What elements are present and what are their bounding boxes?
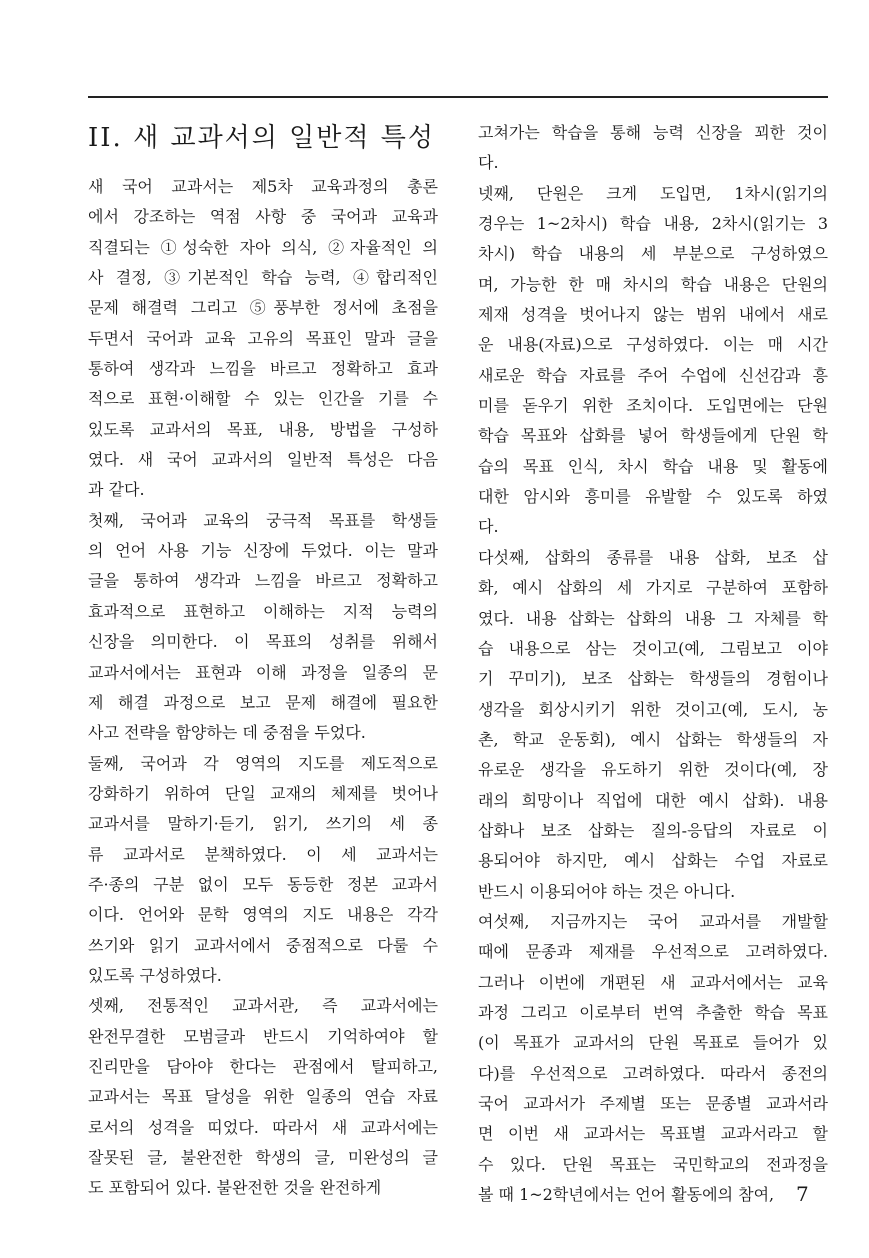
- right-column: [478, 118, 828, 1210]
- text-line: 제 해결 과정으로 보고 문제 해결에 필요한: [88, 692, 438, 712]
- text-line: 볼 때 1~2학년에서는 언어 활동에의 참여,: [478, 1185, 775, 1205]
- paragraph: [478, 118, 828, 179]
- text-line: 용되어야 하지만, 예시 삽화는 수업 자료로: [478, 851, 828, 871]
- text-line: 고쳐가는 학습을 통해 능력 신장을 꾀한 것이: [478, 123, 828, 142]
- text-line: 있도록 교과서의 목표, 내용, 방법을 구성하: [88, 419, 438, 439]
- text-line: 다.: [478, 153, 499, 173]
- text-line: 도 포함되어 있다. 불완전한 것을 완전하게: [88, 1178, 382, 1198]
- text-line: (이 목표가 교과서의 단원 목표로 들어가 있: [478, 1033, 828, 1053]
- text-line: 문제 해결력 그리고 ⑤풍부한 정서에 초점을: [88, 298, 438, 318]
- text-line: 대한 암시와 흥미를 유발할 수 있도록 하였: [478, 487, 828, 507]
- text-line: 였다. 새 국어 교과서의 일반적 특성은 다음: [88, 450, 438, 470]
- text-line: 류 교과서로 분책하였다. 이 세 교과서는: [88, 844, 438, 864]
- text-line: 잘못된 글, 불완전한 학생의 글, 미완성의 글: [88, 1148, 438, 1167]
- text-line: 교과서는 목표 달성을 위한 일종의 연습 자료: [88, 1087, 438, 1107]
- text-line: 제재 성격을 벗어나지 않는 범위 내에서 새로: [478, 305, 828, 325]
- text-line: 삽화나 보조 삽화는 질의-응답의 자료로 이: [478, 820, 828, 840]
- text-line: 며, 가능한 한 매 차시의 학습 내용은 단원의: [478, 274, 828, 294]
- text-line: 두면서 국어과 교육 고유의 목표인 말과 글을: [88, 328, 438, 348]
- text-line: 촌, 학교 운동회), 예시 삽화는 학생들의 자: [478, 729, 828, 749]
- text-line: 국어 교과서가 주제별 또는 문종별 교과서라: [478, 1094, 828, 1113]
- paragraph: [478, 543, 828, 907]
- top-rule: [88, 96, 828, 98]
- text-line: 셋째, 전통적인 교과서관, 즉 교과서에는: [88, 996, 438, 1016]
- text-line: 생각을 회상시키기 위한 것이고(예, 도시, 농: [478, 699, 828, 719]
- text-line: 이다. 언어와 문학 영역의 지도 내용은 각각: [88, 905, 438, 925]
- text-line: 미를 돋우기 위한 조치이다. 도입면에는 단원: [478, 396, 828, 416]
- left-column-body: [88, 172, 438, 1204]
- text-line: 과정 그리고 이로부터 번역 추출한 학습 목표: [478, 1002, 828, 1022]
- text-line: 완전무결한 모범글과 반드시 기억하여야 할: [88, 1026, 438, 1046]
- text-line: 에서 강조하는 역점 사항 중 국어과 교육과: [88, 207, 438, 227]
- text-line: 넷째, 단원은 크게 도입면, 1차시(읽기의: [478, 183, 828, 203]
- text-line: 사 결정, ③기본적인 학습 능력, ④합리적인: [88, 268, 438, 288]
- text-line: 다.: [478, 517, 499, 537]
- text-line: 차시) 학습 내용의 세 부분으로 구성하였으: [478, 244, 828, 264]
- text-line: 수 있다. 단원 목표는 국민학교의 전과정을: [478, 1154, 828, 1174]
- text-line: 사고 전략을 함양하는 데 중점을 두었다.: [88, 723, 366, 743]
- left-column: [88, 118, 438, 1204]
- text-line: 직결되는 ①성숙한 자아 의식, ②자율적인 의: [88, 237, 438, 257]
- text-line: 운 내용(자료)으로 구성하였다. 이는 매 시간: [478, 335, 828, 355]
- text-line: 신장을 의미한다. 이 목표의 성취를 위해서: [88, 632, 438, 652]
- text-line: 글을 통하여 생각과 느낌을 바르고 정확하고: [88, 571, 438, 591]
- text-line: 강화하기 위하여 단일 교재의 체제를 벗어나: [88, 783, 438, 803]
- text-line: 교과서를 말하기·듣기, 읽기, 쓰기의 세 종: [88, 814, 438, 834]
- text-line: 과 같다.: [88, 480, 145, 500]
- paragraph: [88, 991, 438, 1203]
- text-line: 여섯째, 지금까지는 국어 교과서를 개발할: [478, 911, 828, 931]
- text-line: 경우는 1~2차시) 학습 내용, 2차시(읽기는 3: [478, 214, 828, 234]
- text-line: 교과서에서는 표현과 이해 과정을 일종의 문: [88, 662, 438, 682]
- text-line: 새로운 학습 자료를 주어 수업에 신선감과 흥: [478, 365, 828, 385]
- paragraph: [88, 749, 438, 992]
- text-line: 래의 희망이나 직업에 대한 예시 삽화). 내용: [478, 790, 828, 810]
- paragraph: [88, 506, 438, 749]
- text-line: 면 이번 새 교과서는 목표별 교과서라고 할: [478, 1124, 828, 1144]
- text-line: 있도록 구성하였다.: [88, 965, 222, 985]
- text-line: 다)를 우선적으로 고려하였다. 따라서 종전의: [478, 1063, 828, 1083]
- text-line: 둘째, 국어과 각 영역의 지도를 제도적으로: [88, 753, 438, 773]
- text-line: 화, 예시 삽화의 세 가지로 구분하여 포함하: [478, 578, 828, 598]
- text-line: 기 꾸미기), 보조 삽화는 학생들의 경험이나: [478, 669, 828, 689]
- text-line: 로서의 성격을 띠었다. 따라서 새 교과서에는: [88, 1117, 438, 1137]
- paragraph: [478, 179, 828, 543]
- text-line: 였다. 내용 삽화는 삽화의 내용 그 자체를 학: [478, 608, 828, 628]
- text-line: 그러나 이번에 개편된 새 교과서에서는 교육: [478, 972, 828, 992]
- text-line: 적으로 표현·이해할 수 있는 인간을 기를 수: [88, 389, 438, 409]
- text-line: 새 국어 교과서는 제5차 교육과정의 총론: [88, 177, 438, 196]
- text-line: 통하여 생각과 느낌을 바르고 정확하고 효과: [88, 359, 438, 379]
- text-line: 때에 문종과 제재를 우선적으로 고려하였다.: [478, 942, 828, 962]
- section-heading: II. 새 교과서의 일반적 특성: [88, 123, 436, 153]
- text-line: 주·종의 구분 없이 모두 동등한 정본 교과서: [88, 874, 438, 894]
- text-line: 반드시 이용되어야 하는 것은 아니다.: [478, 881, 736, 901]
- text-line: 쓰기와 읽기 교과서에서 중점적으로 다룰 수: [88, 935, 438, 955]
- paragraph: [88, 172, 438, 506]
- text-line: 습의 목표 인식, 차시 학습 내용 및 활동에: [478, 456, 828, 476]
- page-number: 7: [796, 1182, 809, 1206]
- text-line: 학습 목표와 삽화를 넣어 학생들에게 단원 학: [478, 426, 828, 446]
- right-column-body: [478, 118, 828, 1210]
- text-line: 다섯째, 삽화의 종류를 내용 삽화, 보조 삽: [478, 547, 828, 567]
- text-line: 유로운 생각을 유도하기 위한 것이다(예, 장: [478, 760, 828, 780]
- text-line: 의 언어 사용 기능 신장에 두었다. 이는 말과: [88, 541, 438, 561]
- text-line: 습 내용으로 삼는 것이고(예, 그림보고 이야: [478, 638, 828, 658]
- paragraph: [478, 907, 828, 1210]
- text-line: 첫째, 국어과 교육의 궁극적 목표를 학생들: [88, 510, 438, 530]
- text-line: 효과적으로 표현하고 이해하는 지적 능력의: [88, 601, 438, 621]
- text-line: 진리만을 담아야 한다는 관점에서 탈피하고,: [88, 1056, 438, 1076]
